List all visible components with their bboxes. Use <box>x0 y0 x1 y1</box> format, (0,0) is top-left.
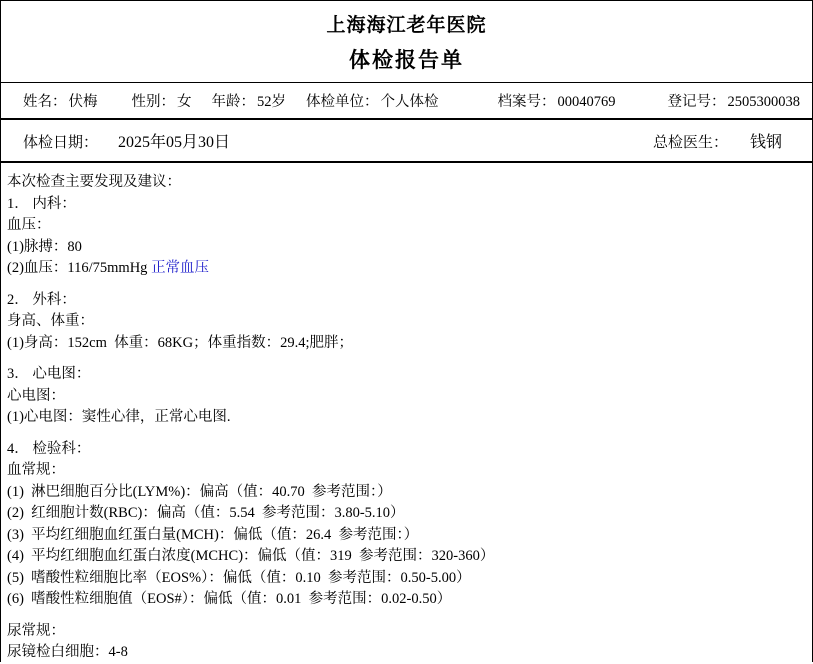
section-2-subtitle: 身高、体重： <box>7 313 94 329</box>
spacer-line-4 <box>5 611 812 621</box>
patient-name-label: 姓名： <box>23 94 67 110</box>
section-4-title: 4． 检验科： <box>7 440 91 457</box>
patient-unit-field <box>306 90 439 111</box>
section-4-item-2: (2) 红细胞计数(RBC)：偏高（值：5.54 参考范围：3.80-5.10） <box>7 505 405 521</box>
patient-name-value: 伏梅 <box>68 94 98 110</box>
section-1-title: 1． 内科： <box>7 195 76 212</box>
patient-age-value: 52岁 <box>257 94 286 110</box>
registration-number-label: 登记号： <box>667 94 726 110</box>
section-4-item-4: (4) 平均红细胞血红蛋白浓度(MCHC)：偏低（值：319 参考范围：320-360） <box>7 548 495 564</box>
exam-date-value: 2025年05月30日 <box>118 134 231 151</box>
section-4-item-1: (1) 淋巴细胞百分比(LYM%)：偏高（值：40.70 参考范围：） <box>7 483 392 500</box>
exam-date-row <box>1 120 812 161</box>
section-1-subtitle: 血压： <box>7 217 51 233</box>
file-number-field <box>498 90 616 111</box>
section-1-item-2 <box>5 258 812 280</box>
patient-gender-label: 性别： <box>131 94 175 110</box>
section-4-subtitle: 血常规： <box>7 462 65 478</box>
chief-doctor-label: 总检医生： <box>652 135 728 151</box>
registration-number-field <box>668 90 801 111</box>
findings-body <box>1 163 812 664</box>
hospital-name: 上海海江老年医院 <box>326 15 487 36</box>
page-title: 体检报告单 <box>349 48 464 72</box>
exam-date-label: 体检日期： <box>23 135 99 151</box>
patient-unit-label: 体检单位： <box>306 94 379 110</box>
section-4-item-5: (5) 嗜酸性粒细胞比率（EOS%）：偏低（值：0.10 参考范围：0.50-5.00） <box>7 569 471 586</box>
section-1-item-2-text: (2)血压：116/75mmHg <box>7 260 152 276</box>
patient-age-field <box>212 90 287 111</box>
patient-age-label: 年龄： <box>211 94 255 110</box>
file-number-value: 00040769 <box>557 94 616 110</box>
patient-gender-value: 女 <box>177 94 192 110</box>
spacer-line-1 <box>5 280 812 290</box>
section-2-item-1: (1)身高：152cm 体重：68KG；体重指数：29.4;肥胖； <box>7 334 353 351</box>
file-number-label: 档案号： <box>497 94 556 110</box>
section-4-item-6: (6) 嗜酸性粒细胞值（EOS#）：偏低（值：0.01 参考范围：0.02-0.50） <box>7 591 452 607</box>
section-3-item-1: (1)心电图：窦性心律，正常心电图. <box>7 409 231 425</box>
patient-gender-field <box>132 90 192 111</box>
section-5-subtitle: 尿常规： <box>7 622 65 639</box>
findings-intro: 本次检查主要发现及建议： <box>7 174 181 190</box>
section-3-title: 3． 心电图： <box>7 366 91 382</box>
section-1-item-2-highlight: 正常血压 <box>151 260 210 276</box>
spacer-line-3 <box>5 429 812 439</box>
patient-unit-value: 个人体检 <box>380 94 439 110</box>
section-4-item-3: (3) 平均红细胞血红蛋白量(MCH)：偏低（值：26.4 参考范围：） <box>7 526 419 543</box>
spacer-line-2 <box>5 354 812 364</box>
registration-number-value: 2505300038 <box>727 94 800 110</box>
patient-name-field <box>23 90 98 111</box>
section-5-item-1: 尿镜检白细胞：4-8 <box>7 644 128 660</box>
section-1-item-1: (1)脉搏：80 <box>7 238 82 255</box>
patient-info-row <box>1 83 812 118</box>
section-3-subtitle: 心电图： <box>7 387 65 404</box>
chief-doctor-value: 钱钢 <box>749 134 782 151</box>
section-2-title: 2． 外科： <box>7 291 76 308</box>
